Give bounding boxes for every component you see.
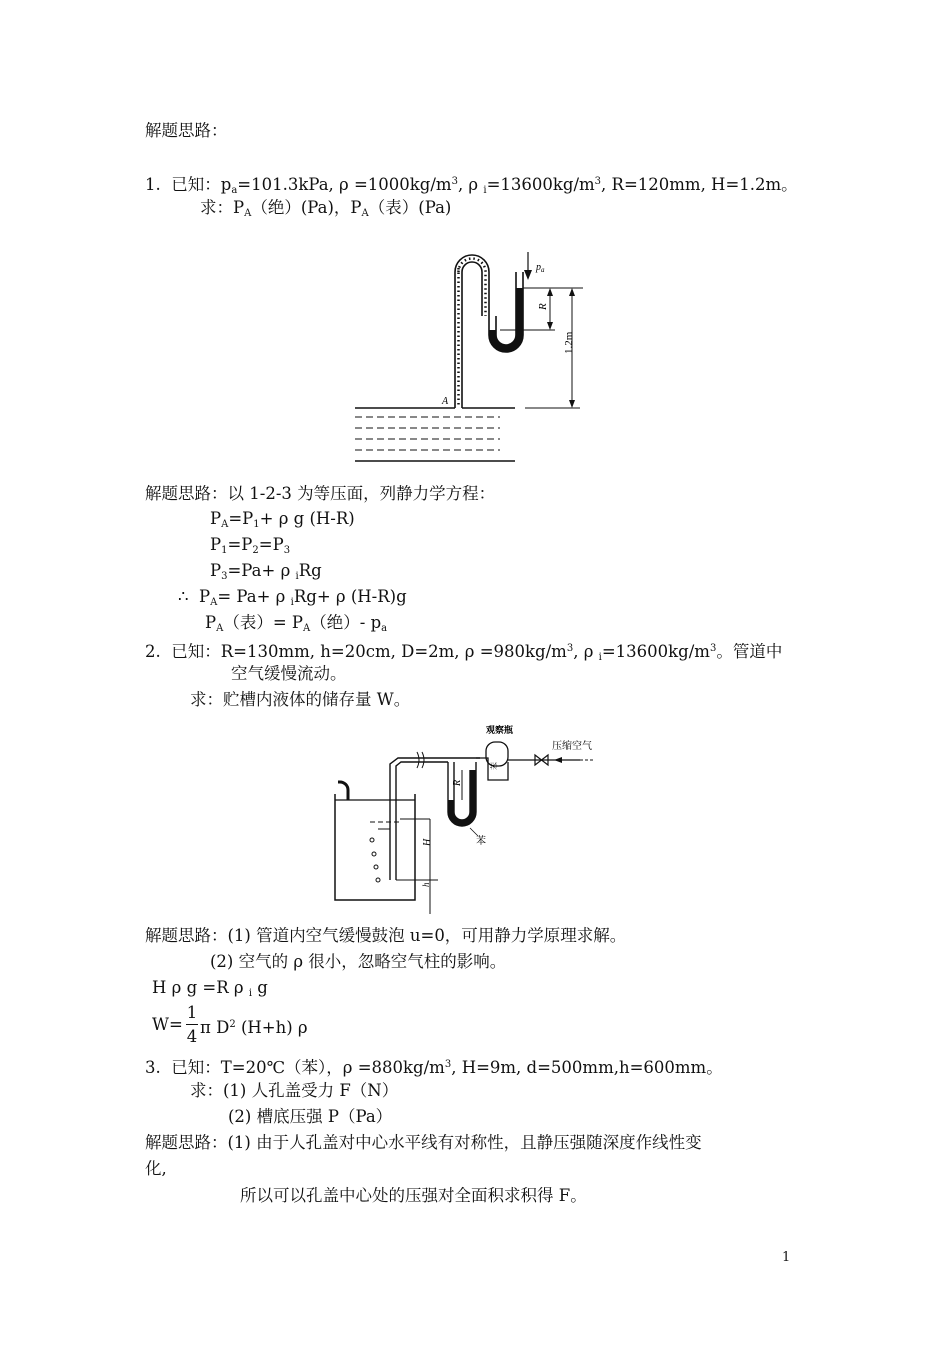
solution-2-line-2: (2) 空气的 ρ 很小，忽略空气柱的影响。 xyxy=(210,952,507,971)
solution-1-title: 解题思路：以 1-2-3 为等压面，列静力学方程： xyxy=(145,484,496,503)
figure-1-label-A: A xyxy=(442,396,449,407)
solution-1-eq-1: $P_A=P_1+ \rho$ g (H-R) xyxy=(210,509,355,530)
fraction-bar xyxy=(186,1024,198,1025)
solution-3-line-3: 所以可以孔盖中心处的压强对全面积求积得 F。 xyxy=(240,1186,587,1205)
problem-2-known-line2: 空气缓慢流动。 xyxy=(231,664,347,683)
solution-1-eq-2: $P_1=P_2=P_3$ xyxy=(210,535,291,556)
figure-2-storage-tank xyxy=(330,722,605,917)
problem-1-known: 1. 已知：$p_a=101.3kPa$, $\rho =1000kg/m^3$, ρ $_i=13600kg/m^3$, R=120mm, H=1.2m。 xyxy=(145,175,798,196)
problem-1-find: 求：$P_A$（绝）(Pa)，$P_A$（表）(Pa) xyxy=(200,198,452,219)
solution-3-line-1: 解题思路：(1) 由于人孔盖对中心水平线有对称性，且静压强随深度作线性变 xyxy=(145,1133,702,1152)
solution-2-eq-2-rest: π $D^2$ (H+h) ρ xyxy=(200,1018,308,1037)
solution-2-eq-2-numerator: 1 xyxy=(186,1003,198,1022)
figure-2-label-bottle: 观察瓶 xyxy=(486,725,514,735)
solution-2-eq-1: H ρ g =R ρ $_i$ g xyxy=(152,978,268,999)
heading: 解题思路： xyxy=(145,121,228,140)
solution-3-line-2: 化, xyxy=(145,1159,167,1178)
figure-2-label-R: R xyxy=(452,779,463,786)
problem-3-find-2: (2) 槽底压强 P（Pa） xyxy=(228,1107,393,1126)
solution-1-eq-4: ∴ $P_A= Pa+ \rho$ $_i$Rg+ ρ (H-R)g xyxy=(178,587,407,608)
figure-1-label-R: R xyxy=(537,303,549,310)
solution-1-eq-3: $P_3=Pa+ \rho$ $_i$Rg xyxy=(210,561,322,582)
problem-3-find-1: 求：(1) 人孔盖受力 F（N） xyxy=(190,1081,399,1100)
problem-2-known: 2. 已知：R=130mm, h=20cm, D=2m, $\rho =980kg/m^3$, ρ $_i=13600kg/m^3$。管道中 xyxy=(145,642,783,663)
problem-2-find: 求：贮槽内液体的储存量 W。 xyxy=(190,690,411,709)
figure-2-label-benzene: 苯 xyxy=(476,836,486,847)
figure-2-label-air: 压缩空气 xyxy=(552,741,592,752)
page-number: 1 xyxy=(782,1250,791,1265)
svg-text:苯: 苯 xyxy=(490,762,499,770)
solution-2-line-1: 解题思路：(1) 管道内空气缓慢鼓泡 u=0，可用静力学原理求解。 xyxy=(145,926,627,945)
figure-1-label-pa: $p_a$ xyxy=(536,262,545,274)
problem-3-known: 3. 已知：T=20℃（苯），$\rho =880kg/m^3$, H=9m, d=500mm,h=600mm。 xyxy=(145,1058,723,1077)
figure-1-label-height: 1.2m xyxy=(563,331,575,354)
solution-2-eq-2-denominator: 4 xyxy=(186,1027,198,1046)
figure-2-label-H: H xyxy=(422,838,433,846)
solution-2-eq-2-w: W= xyxy=(152,1015,183,1034)
figure-2-label-h: h xyxy=(421,882,431,887)
solution-1-eq-5: $P_A$（表）= $P_A$（绝）- $p_a$ xyxy=(205,613,388,634)
figure-1-manometer xyxy=(350,250,590,465)
